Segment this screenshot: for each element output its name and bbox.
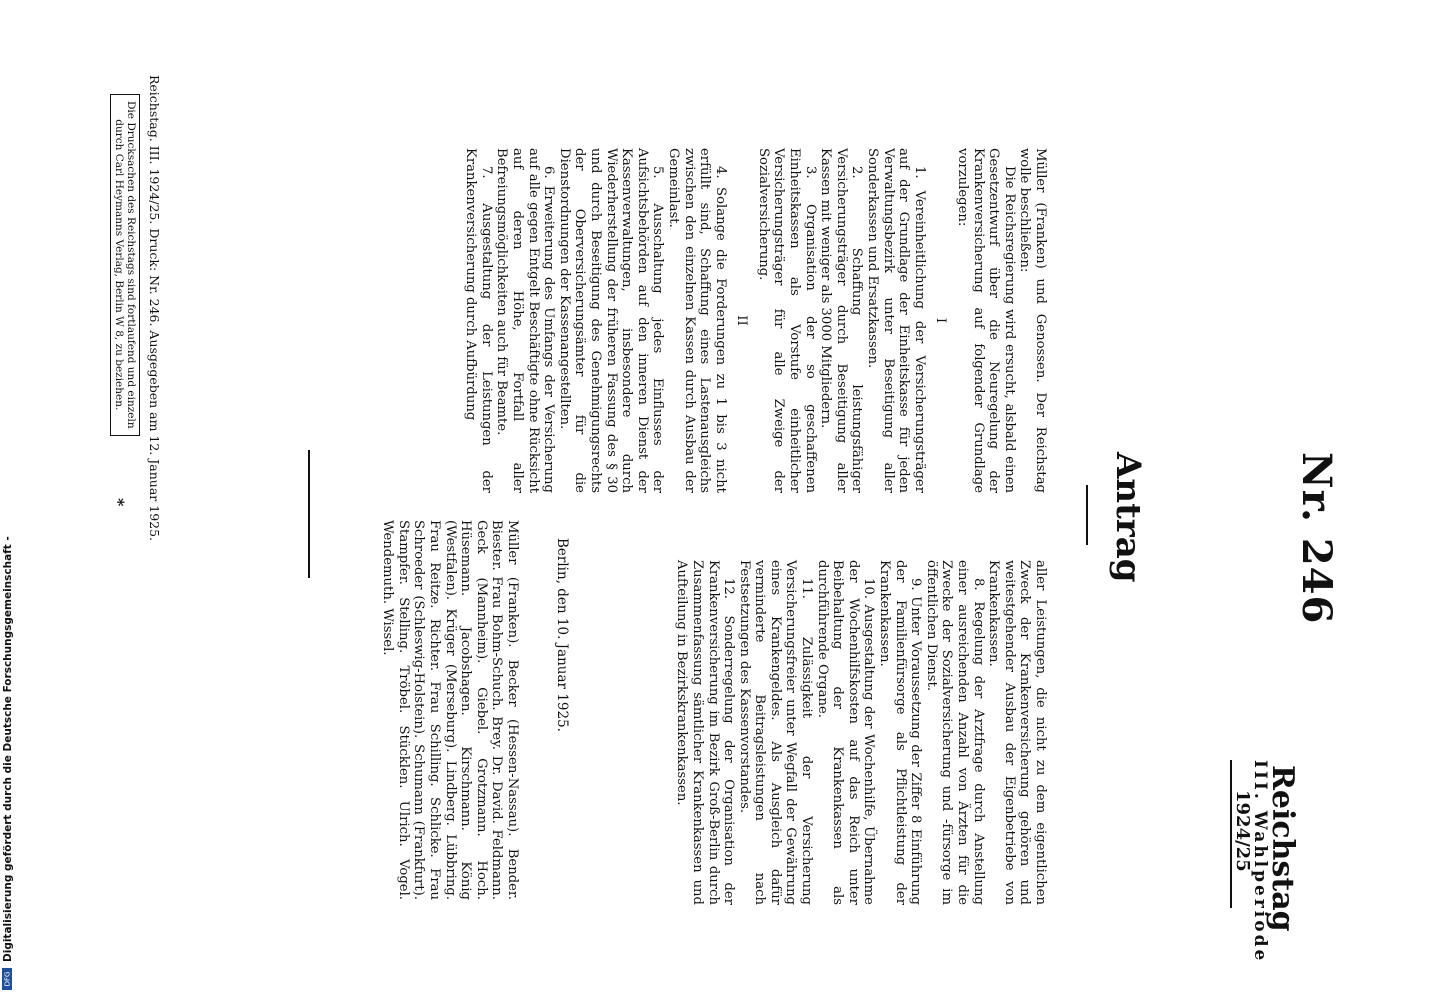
date-line: Berlin, den 10. Januar 1925. [554, 538, 570, 732]
document-number: Nr. 246 [1293, 452, 1340, 625]
item-7-continued: aller Leistungen, die nicht zu dem eigentlichen Zweck der Krankenversicherung gehören und weitestgehender Ausbau der Eigenbetriebe von Krankenkassen. [986, 560, 1048, 905]
header-rule [1230, 760, 1232, 908]
distribution-note-box [110, 94, 140, 436]
reichstag-label: Reichstag [1265, 765, 1300, 932]
years-label: 1924/25 [1232, 790, 1253, 872]
item-7: 7. Ausgestaltung der Leistungen der Krankenversicherung durch Aufbürdung [463, 148, 494, 493]
item-4: 4. Solange die Forderungen zu 1 bis 3 nicht erfüllt sind, Schaffung eines Lastenausgleichs zwischen den einzelnen Kassen durch Ausbau der Gemeinlast. [665, 148, 728, 493]
signatories: Müller (Franken). Becker (Hessen-Nassau). Bender. Biester. Frau Bohm-Schuch. Brey. Dr. David. Feldmann. Geck (Mannheim). Giebel. Grotzmann. Hoch. Hüsemann. Jacobshagen. Kirschmann. König (Westfalen). Krüger (Merseburg). Lindberg. Lübbring. Frau Reitze. Richter. Frau Schilling. Schlicke. Frau Schroeder (Schleswig-Holstein). Schumann (Frankfurt). Stampfer. Stelling. Tröbel. Stücklen. Ulrich. Vogel. Wendemuth. Wissel. [380, 520, 520, 900]
text-column-2 [674, 560, 1048, 905]
item-3: 3. Organisation der so geschaffenen Einheitskassen als Vorstufe einheitlicher Versicherungsträger für alle Zweige der Sozialversicherung. [755, 148, 818, 493]
dfg-logo-text: DFG [3, 971, 11, 987]
item-6: 6. Erweiterung des Umfangs der Versicherung auf alle gegen Entgelt Beschäftigte ohne Rücksicht auf deren Höhe, Fortfall aller Befreiungsmöglichkeiten auch für Beamte. [494, 148, 557, 493]
title-rule [1086, 485, 1088, 545]
item-11: 11. Zulässigkeit der Versicherung Versicherungsfreier unter Wegfall der Gewährung eines Krankengeldes. Als Ausgleich dafür verminderte Beitragsleistungen nach Festsetzungen des Kassenvorstandes. [736, 560, 815, 905]
intro-paragraph: Die Reichsregierung wird ersucht, alsbald einen Gesetzentwurf über die Neuregelung der Krankenversicherung auf folgender Grundlage vorzulegen: [955, 148, 1017, 493]
item-1: 1. Vereinheitlichung der Versicherungsträger auf der Grundlage der Einheitskasse für jeden Verwaltungsbezirk unter Beseitigung aller Sonderkassen und Ersatzkassen. [865, 148, 927, 493]
document-kind: Antrag [1108, 452, 1148, 583]
item-10: 10. Ausgestaltung der Wochenhilfe, Übernahme der Wochenhilfskosten auf das Reich unter Beibehaltung der Krankenkassen als durchführende Organe. [814, 560, 877, 905]
dfg-logo [2, 968, 12, 990]
item-9: 9. Unter Voraussetzung der Ziffer 8 Einführung der Familienfürsorge als Pflichtleistung der Krankenkassen. [877, 560, 924, 905]
item-8: 8. Regelung der Arztfrage durch Anstellung einer ausreichenden Anzahl von Ärzten für die Zwecke der Sozialversicherung und -fürsorge im öffentlichen Dienst. [923, 560, 986, 905]
item-5: 5. Ausschaltung jedes Einflusses der Aufsichtsbehörden auf den inneren Dienst der Kassenverwaltungen, insbesondere durch Wiederherstellung der früheren Fassung des § 30 und durch Beseitigung des Genehmigungsrechts der Oberversicherungsämter für die Dienstordnungen der Kassenangestellten. [556, 148, 666, 493]
text-column-1 [463, 148, 1048, 493]
wahlperiode-label: III. Wahlperiode [1250, 760, 1270, 964]
print-footer: Reichstag. III. 1924/25. Druck: Nr. 246. Ausgegeben am 12. Januar 1925. [147, 75, 162, 542]
distribution-note-line-1: Die Drucksachen des Reichstags sind fortlaufend und einzeln [125, 101, 137, 429]
item-2: 2. Schaffung leistungsfähiger Versicherungsträger durch Beseitigung aller Kassen mit weniger als 3000 Mitgliedern. [818, 148, 865, 493]
distribution-note-line-2: durch Carl Heymanns Verlag, Berlin W 8, zu beziehen. [113, 119, 125, 411]
item-12: 12. Sonderregelung der Organisation der Krankenversicherung im Bezirk Groß-Berlin durch Zusammenfassung sämtlicher Krankenkassen und Aufteilung in Bezirkskrankenkassen. [674, 560, 737, 905]
section-heading-I: I [933, 317, 949, 324]
digitization-credit: Digitalisierung gefördert durch die Deutsche Forschungsgemeinschaft - [2, 536, 14, 962]
column-end-rule [308, 450, 310, 578]
section-heading-II: II [734, 315, 750, 326]
opening-line: Müller (Franken) und Genossen. Der Reichstag wolle beschließen: [1017, 148, 1048, 493]
star-mark: * [109, 498, 128, 507]
